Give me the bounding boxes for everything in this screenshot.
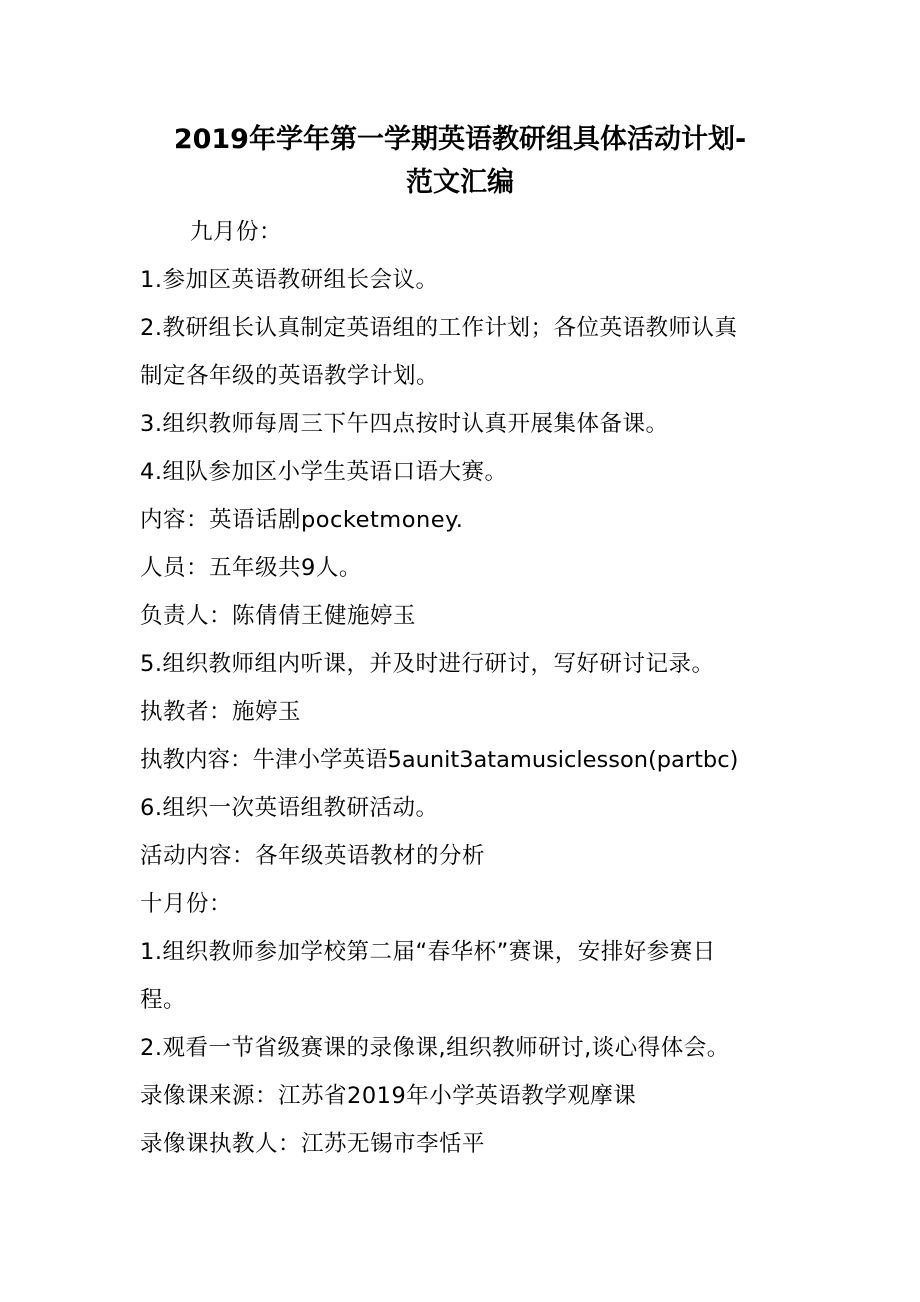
paragraph: 4.组队参加区小学生英语口语大赛。 <box>140 459 508 485</box>
document-title-line-1: 2019年学年第一学期英语教研组具体活动计划- <box>173 124 747 155</box>
section-heading-september: 九月份： <box>190 219 283 245</box>
paragraph: 程。 <box>140 987 187 1013</box>
paragraph: 1.参加区英语教研组长会议。 <box>140 267 439 293</box>
paragraph: 负责人：陈倩倩王健施婷玉 <box>140 603 417 629</box>
paragraph: 人员：五年级共9人。 <box>140 555 362 581</box>
paragraph: 3.组织教师每周三下午四点按时认真开展集体备课。 <box>140 411 669 437</box>
paragraph: 2.教研组长认真制定英语组的工作计划；各位英语教师认真 <box>140 315 738 341</box>
document-body <box>140 212 790 1172</box>
paragraph: 内容：英语话剧pocketmoney. <box>140 507 464 533</box>
document-title-line-2: 范文汇编 <box>406 167 514 198</box>
paragraph: 6.组织一次英语组教研活动。 <box>140 795 439 821</box>
paragraph: 录像课执教人：江苏无锡市李恬平 <box>140 1131 486 1157</box>
paragraph: 2.观看一节省级赛课的录像课,组织教师研讨,谈心得体会。 <box>140 1035 730 1061</box>
paragraph: 1.组织教师参加学校第二届“春华杯”赛课，安排好参赛日 <box>140 939 716 965</box>
paragraph: 录像课来源：江苏省2019年小学英语教学观摩课 <box>140 1083 637 1109</box>
paragraph: 活动内容：各年级英语教材的分析 <box>140 843 486 869</box>
paragraph: 执教者：施婷玉 <box>140 699 302 725</box>
paragraph: 执教内容：牛津小学英语5aunit3atamusiclesson(partbc) <box>140 747 739 773</box>
paragraph: 5.组织教师组内听课，并及时进行研讨，写好研讨记录。 <box>140 651 715 677</box>
section-heading-october: 十月份： <box>140 891 233 917</box>
paragraph: 制定各年级的英语教学计划。 <box>140 363 440 389</box>
